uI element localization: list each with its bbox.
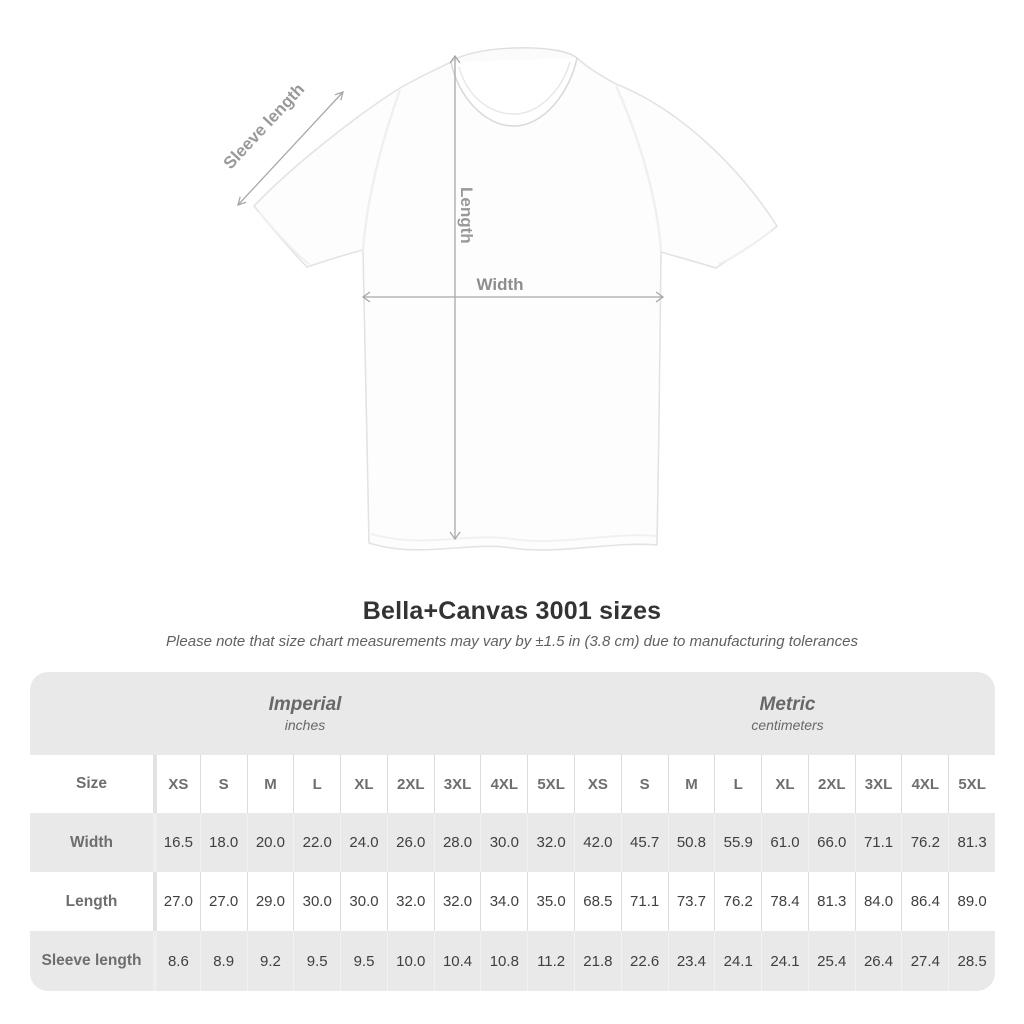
size-header-imperial-xs: XS (153, 755, 200, 813)
value-cell: 66.0 (808, 813, 855, 872)
value-cell: 26.0 (387, 813, 434, 872)
value-cell: 23.4 (668, 931, 715, 991)
size-header-metric-3xl: 3XL (855, 755, 902, 813)
value-cell: 30.0 (340, 872, 387, 931)
value-cell: 27.4 (901, 931, 948, 991)
value-cell: 55.9 (714, 813, 761, 872)
value-cell: 71.1 (621, 872, 668, 931)
value-cell: 21.8 (574, 931, 621, 991)
size-header-metric-5xl: 5XL (948, 755, 995, 813)
value-cell: 25.4 (808, 931, 855, 991)
value-cell: 27.0 (153, 872, 200, 931)
size-header-imperial-2xl: 2XL (387, 755, 434, 813)
size-header-imperial-l: L (293, 755, 340, 813)
value-cell: 76.2 (901, 813, 948, 872)
value-cell: 22.0 (293, 813, 340, 872)
value-cell: 10.8 (480, 931, 527, 991)
imperial-unit: inches (284, 717, 326, 733)
value-cell: 9.5 (340, 931, 387, 991)
value-cell: 30.0 (293, 872, 340, 931)
imperial-label: Imperial (268, 694, 342, 715)
value-cell: 81.3 (808, 872, 855, 931)
value-cell: 10.4 (434, 931, 481, 991)
value-cell: 34.0 (480, 872, 527, 931)
value-cell: 24.0 (340, 813, 387, 872)
value-cell: 20.0 (247, 813, 294, 872)
size-header-metric-m: M (668, 755, 715, 813)
value-cell: 28.5 (948, 931, 995, 991)
value-cell: 10.0 (387, 931, 434, 991)
unit-group-metric (580, 672, 995, 755)
value-cell: 50.8 (668, 813, 715, 872)
row-label-sleeve-length: Sleeve length (30, 931, 153, 991)
metric-unit: centimeters (751, 717, 824, 733)
size-column-header: Size (30, 755, 153, 813)
value-cell: 84.0 (855, 872, 902, 931)
value-cell: 27.0 (200, 872, 247, 931)
value-cell: 22.6 (621, 931, 668, 991)
size-table-grid (30, 755, 995, 991)
size-header-metric-2xl: 2XL (808, 755, 855, 813)
value-cell: 61.0 (761, 813, 808, 872)
value-cell: 32.0 (387, 872, 434, 931)
value-cell: 30.0 (480, 813, 527, 872)
size-header-imperial-5xl: 5XL (527, 755, 574, 813)
size-header-imperial-3xl: 3XL (434, 755, 481, 813)
value-cell: 76.2 (714, 872, 761, 931)
width-label: Width (476, 275, 524, 294)
size-header-metric-xl: XL (761, 755, 808, 813)
value-cell: 89.0 (948, 872, 995, 931)
length-label: Length (457, 187, 476, 244)
value-cell: 86.4 (901, 872, 948, 931)
row-label-width: Width (30, 813, 153, 872)
value-cell: 24.1 (761, 931, 808, 991)
value-cell: 18.0 (200, 813, 247, 872)
value-cell: 11.2 (527, 931, 574, 991)
value-cell: 28.0 (434, 813, 481, 872)
size-header-imperial-m: M (247, 755, 294, 813)
size-header-metric-l: L (714, 755, 761, 813)
unit-header-band (30, 672, 995, 755)
unit-group-imperial (30, 672, 580, 755)
size-chart-note: Please note that size chart measurements may vary by ±1.5 in (3.8 cm) due to manufacturing tolerances (166, 633, 858, 650)
value-cell: 78.4 (761, 872, 808, 931)
size-header-imperial-s: S (200, 755, 247, 813)
value-cell: 24.1 (714, 931, 761, 991)
value-cell: 32.0 (527, 813, 574, 872)
value-cell: 35.0 (527, 872, 574, 931)
size-table (30, 672, 995, 991)
size-chart-title: Bella+Canvas 3001 sizes (362, 597, 662, 625)
value-cell: 8.9 (200, 931, 247, 991)
value-cell: 16.5 (153, 813, 200, 872)
value-cell: 71.1 (855, 813, 902, 872)
size-header-metric-4xl: 4XL (901, 755, 948, 813)
row-label-length: Length (30, 872, 153, 931)
value-cell: 68.5 (574, 872, 621, 931)
value-cell: 73.7 (668, 872, 715, 931)
value-cell: 45.7 (621, 813, 668, 872)
value-cell: 8.6 (153, 931, 200, 991)
sleeve-length-label: Sleeve length (219, 79, 309, 173)
value-cell: 81.3 (948, 813, 995, 872)
value-cell: 32.0 (434, 872, 481, 931)
value-cell: 26.4 (855, 931, 902, 991)
size-header-imperial-xl: XL (340, 755, 387, 813)
tshirt-graphic (254, 48, 777, 550)
size-header-imperial-4xl: 4XL (480, 755, 527, 813)
value-cell: 9.5 (293, 931, 340, 991)
size-header-metric-s: S (621, 755, 668, 813)
value-cell: 9.2 (247, 931, 294, 991)
value-cell: 42.0 (574, 813, 621, 872)
metric-label: Metric (759, 694, 816, 715)
size-header-metric-xs: XS (574, 755, 621, 813)
value-cell: 29.0 (247, 872, 294, 931)
